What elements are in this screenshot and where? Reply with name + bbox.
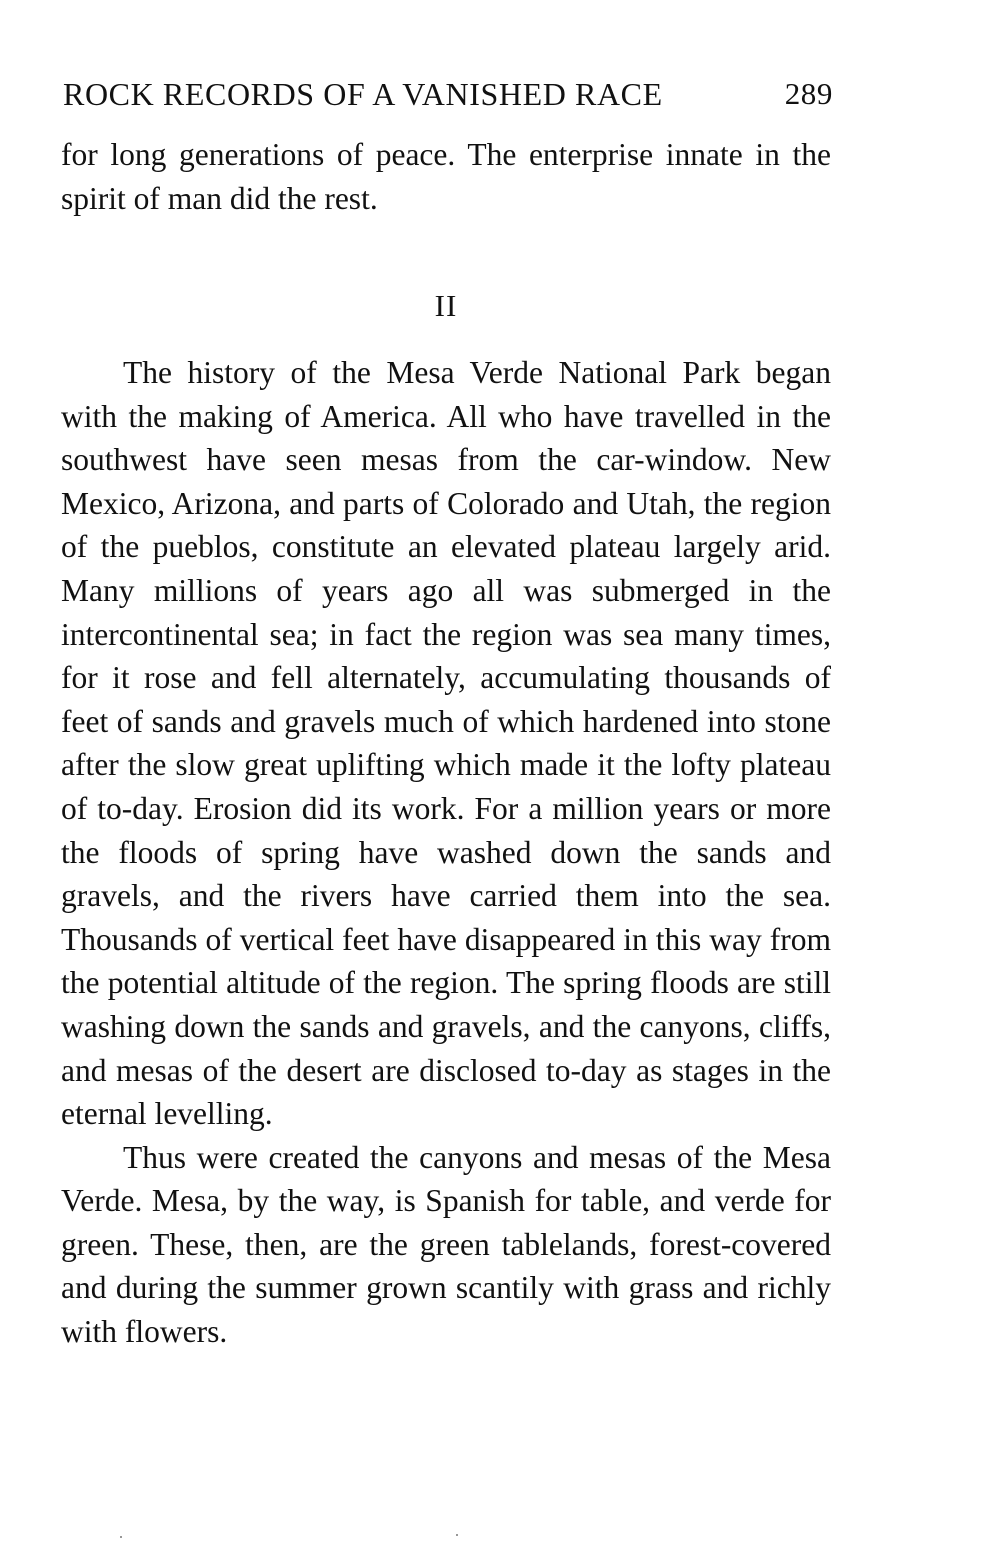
section-body xyxy=(61,351,831,1354)
body-paragraph: The history of the Mesa Verde National Park began with the making of America. All who have travelled in the southwest have seen mesas from the car-window. New Mexico, Arizona, and parts of Colorado and Utah, the region of the pueblos, constitute an elevated plateau largely arid. Many millions of years ago all was submerged in the intercontinental sea; in fact the region was sea many times, for it rose and fell alternately, accumulating thousands of feet of sands and gravels much of which hardened into stone after the slow great uplifting which made it the lofty plateau of to-day. Erosion did its work. For a million years or more the floods of spring have washed down the sands and gravels, and the rivers have carried them into the sea. Thousands of vertical feet have disappeared in this way from the potential altitude of the region. The spring floods are still washing down the sands and gravels, and the canyons, cliffs, and mesas of the desert are disclosed to-day as stages in the eternal levelling. xyxy=(61,355,831,1132)
running-head xyxy=(63,72,833,116)
body-paragraph: Thus were created the canyons and mesas of the Mesa Verde. Mesa, by the way, is Spanish for table, and verde for green. These, then, are the green tablelands, forest-covered and during the summer grown scantily with grass and richly with flowers. xyxy=(61,1139,831,1350)
opening-paragraph-block xyxy=(61,133,831,220)
opening-paragraph: for long generations of peace. The enterprise innate in the spirit of man did the rest. xyxy=(61,137,831,216)
page-number: 289 xyxy=(784,76,833,111)
print-speck xyxy=(456,1534,458,1536)
running-title: ROCK RECORDS OF A VANISHED RACE xyxy=(63,76,663,112)
print-speck xyxy=(120,1536,122,1538)
section-heading: II xyxy=(434,288,458,323)
